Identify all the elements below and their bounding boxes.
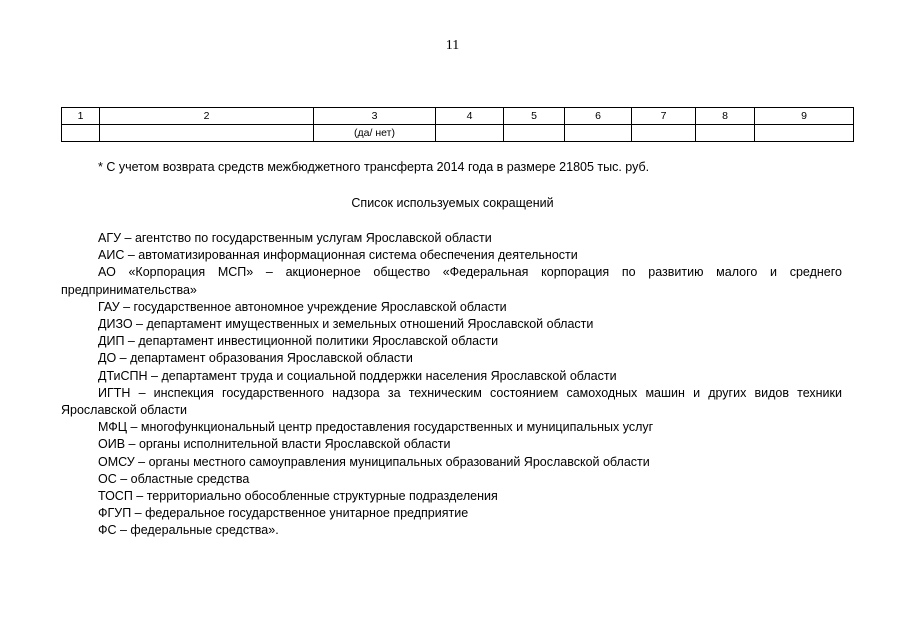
- abbreviation-item: ФГУП – федеральное государственное унитарное предприятие: [98, 506, 469, 521]
- abbreviation-item: ГАУ – государственное автономное учреждение Ярославской области: [98, 299, 507, 314]
- abbreviation-item: АО «Корпорация МСП» – акционерное общество «Федеральная корпорация по развитию малого и среднего предпринимательства»: [61, 265, 842, 297]
- table-header-row: [62, 108, 854, 125]
- table-cell: [632, 125, 696, 142]
- table-cell: (да/ нет): [314, 125, 436, 142]
- table-header-cell: 1: [62, 108, 100, 125]
- abbreviation-item: ФС – федеральные средства».: [98, 523, 279, 538]
- footnote: * С учетом возврата средств межбюджетного трансферта 2014 года в размере 21805 тыс. руб.: [98, 160, 650, 174]
- abbreviation-item: ДО – департамент образования Ярославской области: [98, 351, 413, 366]
- table-cell: [100, 125, 314, 142]
- abbreviation-item: ОМСУ – органы местного самоуправления муниципальных образований Ярославской области: [98, 454, 650, 469]
- table-header-cell: 8: [696, 108, 755, 125]
- abbreviation-item: ТОСП – территориально обособленные структурные подразделения: [98, 489, 498, 504]
- abbreviation-item: ДИП – департамент инвестиционной политики Ярославской области: [98, 334, 499, 349]
- abbreviation-item: ДТиСПН – департамент труда и социальной поддержки населения Ярославской области: [98, 368, 617, 383]
- table-header-cell: 6: [565, 108, 632, 125]
- table-header-cell: 9: [755, 108, 854, 125]
- abbreviation-item: ОС – областные средства: [98, 471, 250, 486]
- table-header-cell: 2: [100, 108, 314, 125]
- table-cell: [565, 125, 632, 142]
- abbreviation-item: ДИЗО – департамент имущественных и земельных отношений Ярославской области: [98, 317, 594, 332]
- table-cell: [504, 125, 565, 142]
- abbreviation-item: АГУ – агентство по государственным услугам Ярославской области: [98, 231, 492, 245]
- table-row: [62, 125, 854, 142]
- abbreviation-item: ОИВ – органы исполнительной власти Ярославской области: [98, 437, 451, 452]
- table-header-cell: 3: [314, 108, 436, 125]
- table-cell: [436, 125, 504, 142]
- abbreviation-item: ИГТН – инспекция государственного надзора за техническим состоянием самоходных машин и других видов техники Ярославской области: [61, 385, 842, 418]
- table-header-cell: 5: [504, 108, 565, 125]
- data-table: [61, 107, 854, 142]
- abbreviation-item: АИС – автоматизированная информационная система обеспечения деятельности: [98, 248, 578, 263]
- table-cell: [696, 125, 755, 142]
- table-header-cell: 7: [632, 108, 696, 125]
- table-cell: [62, 125, 100, 142]
- table-cell: [755, 125, 854, 142]
- abbreviations-list: [61, 230, 842, 540]
- page-number: 11: [445, 38, 460, 53]
- table-header-cell: 4: [436, 108, 504, 125]
- abbreviations-title: Список используемых сокращений: [351, 196, 554, 210]
- abbreviation-item: МФЦ – многофункциональный центр предоставления государственных и муниципальных услуг: [98, 420, 654, 435]
